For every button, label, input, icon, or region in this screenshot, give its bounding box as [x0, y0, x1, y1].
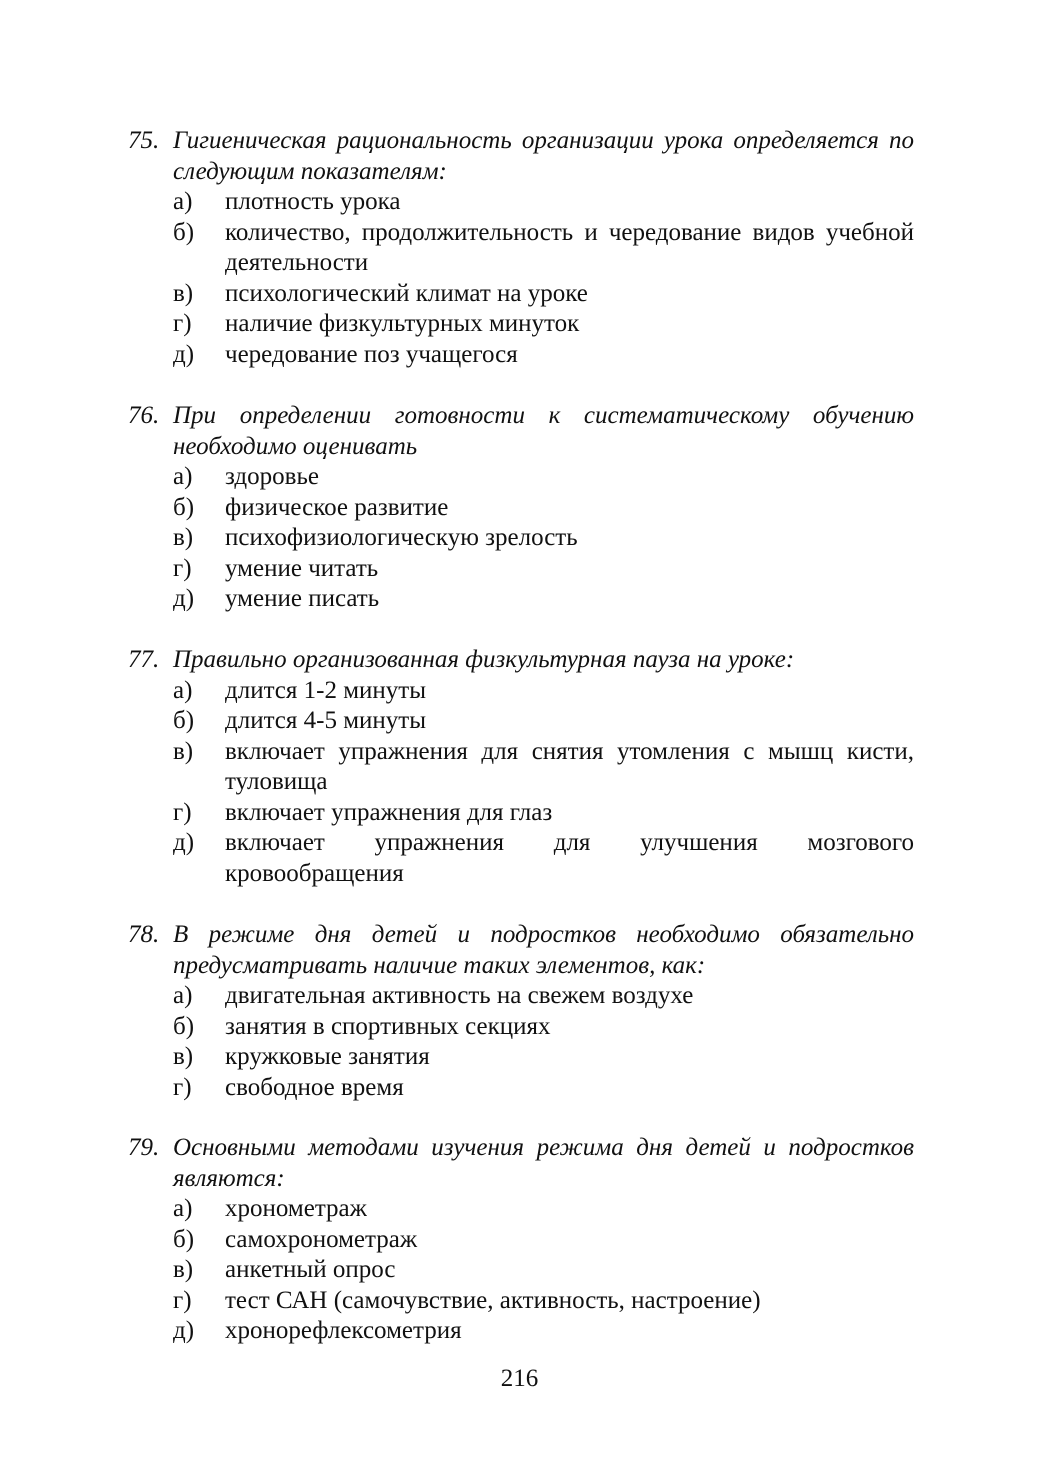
- answer-option: [128, 706, 914, 737]
- question-number: 77.: [128, 646, 160, 673]
- option-letter: д): [173, 1317, 195, 1344]
- question-text: При определении готовности к систематическому обучению необходимо оценивать: [173, 402, 914, 460]
- option-letter: д): [173, 829, 195, 856]
- question-heading: [128, 1133, 914, 1194]
- answer-options: [128, 676, 914, 890]
- option-letter: г): [173, 1073, 192, 1101]
- answer-option: [128, 828, 914, 889]
- option-text: анкетный опрос: [225, 1256, 396, 1283]
- answer-option: [128, 798, 914, 829]
- option-letter: б): [173, 707, 195, 734]
- answer-option: [128, 1286, 914, 1317]
- option-text: количество, продолжительность и чередование видов учебной деятельности: [225, 218, 914, 276]
- option-text: психологический климат на уроке: [225, 279, 588, 307]
- option-letter: а): [173, 676, 193, 704]
- answer-options: [128, 462, 914, 615]
- option-letter: г): [173, 798, 192, 826]
- answer-option: [128, 676, 914, 707]
- option-letter: а): [173, 188, 193, 215]
- option-text: кружковые занятия: [225, 1043, 430, 1070]
- option-letter: г): [173, 310, 192, 337]
- option-letter: в): [173, 1256, 194, 1283]
- option-letter: а): [173, 1195, 193, 1222]
- answer-option: [128, 309, 914, 340]
- option-letter: б): [173, 1012, 195, 1040]
- answer-options: [128, 981, 914, 1103]
- page-number: 216: [500, 1365, 539, 1392]
- answer-option: [128, 1225, 914, 1256]
- option-text: двигательная активность на свежем воздухе: [225, 982, 694, 1009]
- question-78: [128, 920, 914, 1103]
- answer-option: [128, 554, 914, 585]
- question-heading: [128, 401, 914, 462]
- answer-option: [128, 340, 914, 371]
- question-number: 76.: [128, 402, 160, 429]
- option-text: длится 4-5 минуты: [225, 707, 427, 734]
- answer-option: [128, 1042, 914, 1073]
- question-heading: [128, 920, 914, 981]
- answer-option: [128, 981, 914, 1012]
- option-text: длится 1-2 минуты: [225, 676, 427, 704]
- question-number: 79.: [128, 1134, 160, 1161]
- question-text: Основными методами изучения режима дня детей и подростков являются:: [173, 1134, 914, 1192]
- option-text: здоровье: [225, 463, 319, 490]
- option-text: чередование поз учащегося: [225, 340, 518, 368]
- answer-option: [128, 737, 914, 798]
- answer-option: [128, 1194, 914, 1225]
- option-letter: б): [173, 1225, 195, 1253]
- option-text: наличие физкультурных минуток: [225, 310, 580, 337]
- answer-option: [128, 187, 914, 218]
- option-text: включает упражнения для глаз: [225, 798, 553, 826]
- answer-option: [128, 1012, 914, 1043]
- answer-options: [128, 187, 914, 370]
- answer-options: [128, 1194, 914, 1347]
- option-text: занятия в спортивных секциях: [225, 1012, 551, 1040]
- question-text: Гигиеническая рациональность организации урока определяется по следующим показателям:: [173, 127, 914, 185]
- question-77: [128, 645, 914, 889]
- question-number: 75.: [128, 127, 160, 154]
- question-heading: [128, 126, 914, 187]
- question-text: В режиме дня детей и подростков необходимо обязательно предусматривать наличие таких элементов, как:: [173, 921, 914, 979]
- option-letter: г): [173, 554, 192, 582]
- option-letter: б): [173, 493, 195, 521]
- option-text: плотность урока: [225, 188, 401, 215]
- option-letter: в): [173, 737, 194, 765]
- question-76: [128, 401, 914, 615]
- option-letter: в): [173, 1043, 194, 1070]
- answer-option: [128, 279, 914, 310]
- question-heading: [128, 645, 914, 676]
- answer-option: [128, 1073, 914, 1104]
- answer-option: [128, 493, 914, 524]
- option-text: свободное время: [225, 1073, 404, 1101]
- option-text: физическое развитие: [225, 493, 449, 521]
- option-letter: г): [173, 1286, 192, 1314]
- answer-option: [128, 523, 914, 554]
- question-75: [128, 126, 914, 370]
- option-letter: д): [173, 340, 195, 368]
- option-text: самохронометраж: [225, 1225, 418, 1253]
- question-number: 78.: [128, 921, 160, 948]
- option-text: хронометраж: [225, 1195, 367, 1222]
- option-text: включает упражнения для снятия утомления с мышц кисти, туловища: [225, 737, 914, 795]
- option-text: умение читать: [225, 554, 379, 582]
- question-text: Правильно организованная физкультурная пауза на уроке:: [173, 646, 795, 673]
- question-79: [128, 1133, 914, 1347]
- option-letter: в): [173, 524, 194, 551]
- option-letter: в): [173, 279, 194, 307]
- answer-option: [128, 462, 914, 493]
- option-text: хронорефлексометрия: [225, 1317, 462, 1344]
- option-letter: а): [173, 982, 193, 1009]
- answer-option: [128, 218, 914, 279]
- option-letter: б): [173, 218, 195, 246]
- answer-option: [128, 584, 914, 615]
- option-letter: а): [173, 463, 193, 490]
- option-text: включает упражнения для улучшения мозгового кровообращения: [225, 829, 914, 887]
- option-text: умение писать: [225, 585, 380, 612]
- option-letter: д): [173, 585, 195, 612]
- answer-option: [128, 1255, 914, 1286]
- option-text: тест САН (самочувствие, активность, настроение): [225, 1286, 761, 1314]
- option-text: психофизиологическую зрелость: [225, 524, 578, 551]
- answer-option: [128, 1316, 914, 1347]
